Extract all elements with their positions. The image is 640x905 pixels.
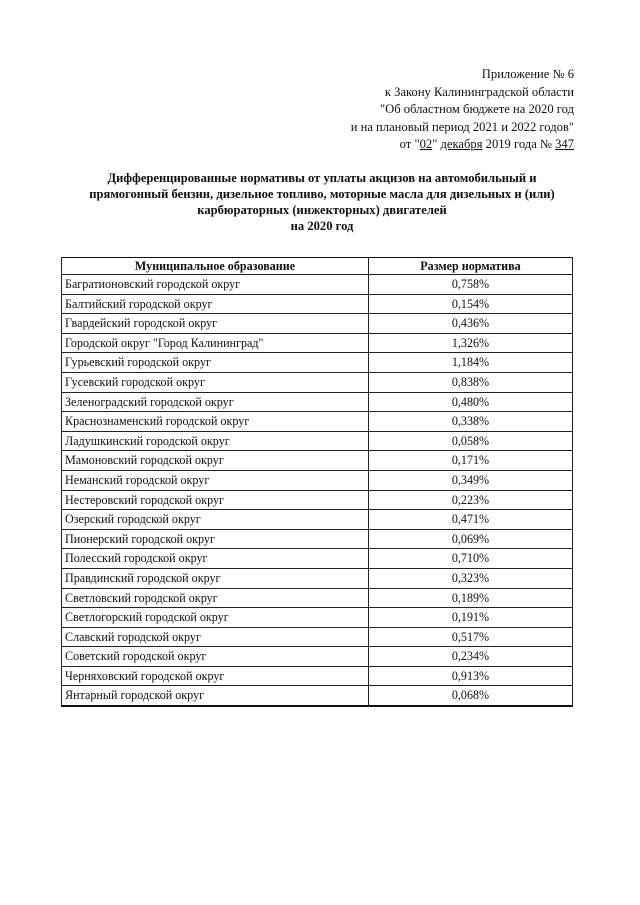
municipality-cell: Советский городской округ bbox=[62, 647, 369, 667]
title-line-3: карбюраторных (инжекторных) двигателей bbox=[197, 203, 447, 217]
rate-cell: 0,189% bbox=[369, 588, 573, 608]
table-row bbox=[62, 314, 573, 334]
rate-cell: 0,058% bbox=[369, 431, 573, 451]
rate-cell: 0,471% bbox=[369, 510, 573, 530]
rate-cell: 1,326% bbox=[369, 333, 573, 353]
table-row bbox=[62, 549, 573, 569]
municipality-cell: Мамоновский городской округ bbox=[62, 451, 369, 471]
table-row bbox=[62, 333, 573, 353]
table-row bbox=[62, 686, 573, 706]
municipality-cell: Багратионовский городской округ bbox=[62, 275, 369, 295]
table-row bbox=[62, 510, 573, 530]
table-row bbox=[62, 353, 573, 373]
law-number: 347 bbox=[555, 137, 574, 152]
municipality-cell: Пионерский городской округ bbox=[62, 529, 369, 549]
municipality-cell: Краснознаменский городской округ bbox=[62, 412, 369, 432]
date-prefix: от " bbox=[399, 137, 420, 152]
table-row bbox=[62, 608, 573, 628]
rate-cell: 0,171% bbox=[369, 451, 573, 471]
municipality-cell: Светлогорский городской округ bbox=[62, 608, 369, 628]
table-row bbox=[62, 294, 573, 314]
appendix-label: Приложение № 6 bbox=[481, 67, 574, 81]
rate-cell: 0,436% bbox=[369, 314, 573, 334]
rate-cell: 0,234% bbox=[369, 647, 573, 667]
table-row bbox=[62, 431, 573, 451]
rate-cell: 1,184% bbox=[369, 353, 573, 373]
date-day-suffix: " bbox=[432, 137, 441, 152]
municipality-cell: Зеленоградский городской округ bbox=[62, 392, 369, 412]
table-body bbox=[62, 275, 573, 707]
title-line-2: прямогонный бензин, дизельное топливо, моторные масла для дизельных и (или) bbox=[89, 187, 555, 201]
appendix-law: к Закону Калининградской области bbox=[384, 84, 574, 99]
municipality-cell: Правдинский городской округ bbox=[62, 568, 369, 588]
municipality-cell: Ладушкинский городской округ bbox=[62, 431, 369, 451]
table-row bbox=[62, 490, 573, 510]
rate-cell: 0,480% bbox=[369, 392, 573, 412]
table-row bbox=[62, 275, 573, 295]
appendix-law-period: и на плановый период 2021 и 2022 годов" bbox=[350, 119, 574, 134]
date-day: 02 bbox=[419, 137, 433, 152]
table-row bbox=[62, 627, 573, 647]
table-row bbox=[62, 470, 573, 490]
municipality-cell: Светловский городской округ bbox=[62, 588, 369, 608]
rate-cell: 0,517% bbox=[369, 627, 573, 647]
title-line-4: на 2020 год bbox=[290, 219, 354, 233]
appendix-header bbox=[351, 66, 574, 154]
title-line-1: Дифференцированные нормативы от уплаты акцизов на автомобильный и bbox=[107, 171, 537, 185]
table-row bbox=[62, 647, 573, 667]
municipality-cell: Янтарный городской округ bbox=[62, 686, 369, 706]
municipality-cell: Гвардейский городской округ bbox=[62, 314, 369, 334]
municipality-cell: Гурьевский городской округ bbox=[62, 353, 369, 373]
rate-cell: 0,758% bbox=[369, 275, 573, 295]
municipality-cell: Полесский городской округ bbox=[62, 549, 369, 569]
norms-table bbox=[61, 257, 573, 707]
municipality-cell: Озерский городской округ bbox=[62, 510, 369, 530]
municipality-cell: Неманский городской округ bbox=[62, 470, 369, 490]
rate-cell: 0,223% bbox=[369, 490, 573, 510]
rate-cell: 0,349% bbox=[369, 470, 573, 490]
table-header-row bbox=[62, 258, 573, 275]
municipality-cell: Черняховский городской округ bbox=[62, 666, 369, 686]
municipality-cell: Гусевский городской округ bbox=[62, 372, 369, 392]
header-rate: Размер норматива bbox=[369, 258, 573, 275]
date-year: 2019 года № bbox=[482, 137, 556, 152]
rate-cell: 0,068% bbox=[369, 686, 573, 706]
rate-cell: 0,710% bbox=[369, 549, 573, 569]
table-row bbox=[62, 666, 573, 686]
rate-cell: 0,338% bbox=[369, 412, 573, 432]
date-month: декабря bbox=[440, 137, 483, 152]
document-title bbox=[62, 170, 582, 234]
rate-cell: 0,838% bbox=[369, 372, 573, 392]
table-row bbox=[62, 588, 573, 608]
header-municipality: Муниципальное образование bbox=[62, 258, 369, 275]
municipality-cell: Славский городской округ bbox=[62, 627, 369, 647]
rate-cell: 0,323% bbox=[369, 568, 573, 588]
table-row bbox=[62, 451, 573, 471]
table-row bbox=[62, 568, 573, 588]
table-row bbox=[62, 529, 573, 549]
municipality-cell: Нестеровский городской округ bbox=[62, 490, 369, 510]
appendix-date bbox=[351, 136, 574, 154]
rate-cell: 0,069% bbox=[369, 529, 573, 549]
table-row bbox=[62, 372, 573, 392]
table-row bbox=[62, 392, 573, 412]
municipality-cell: Городской округ "Город Калининград" bbox=[62, 333, 369, 353]
appendix-law-title: "Об областном бюджете на 2020 год bbox=[379, 102, 574, 117]
municipality-cell: Балтийский городской округ bbox=[62, 294, 369, 314]
rate-cell: 0,191% bbox=[369, 608, 573, 628]
table-row bbox=[62, 412, 573, 432]
rate-cell: 0,154% bbox=[369, 294, 573, 314]
rate-cell: 0,913% bbox=[369, 666, 573, 686]
